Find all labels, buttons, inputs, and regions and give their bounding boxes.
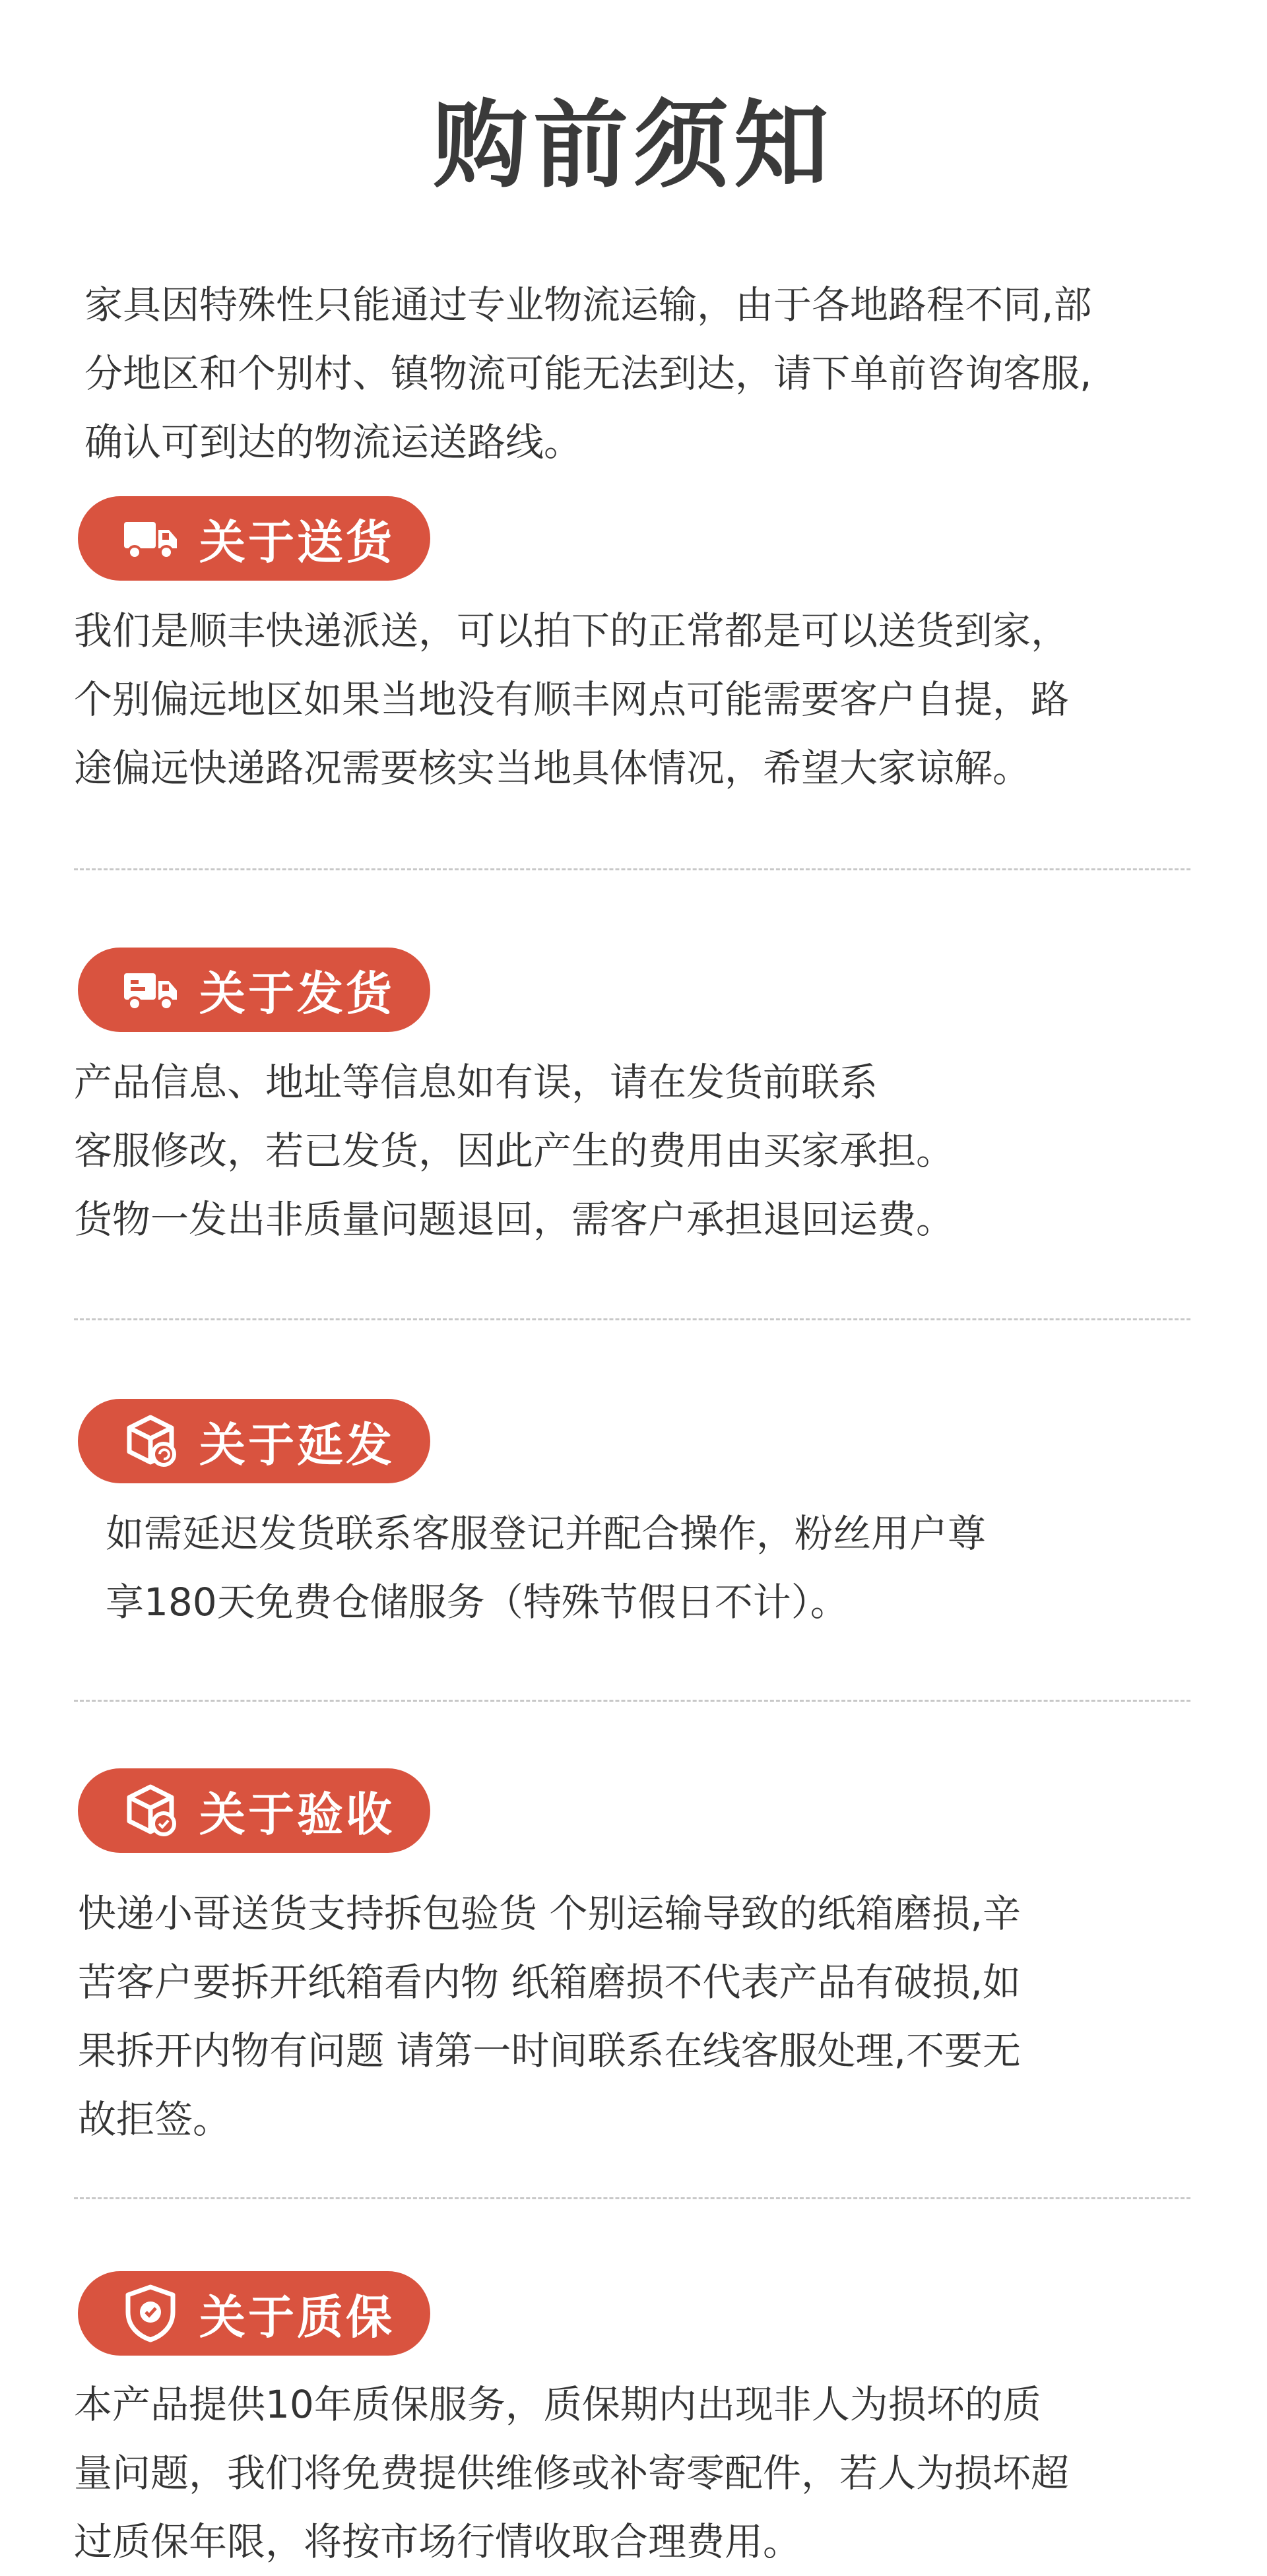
body-line: 货物一发出非质量问题退回，需客户承担退回运费。	[74, 1197, 955, 1242]
section-badge-delay	[78, 1399, 430, 1483]
body-line: 途偏远快递路况需要核实当地具体情况，希望大家谅解。	[74, 746, 1031, 790]
section-label: 关于验收	[199, 1787, 395, 1842]
shield-icon	[120, 2283, 181, 2344]
package-check-icon	[120, 1780, 181, 1841]
shipping-truck-icon	[120, 959, 181, 1020]
body-line: 果拆开内物有问题 请第一时间联系在线客服处理,不要无	[78, 2028, 1021, 2073]
body-line: 量问题，我们将免费提供维修或补寄零配件，若人为损坏超	[74, 2451, 1070, 2496]
section-body-warranty	[74, 2370, 1209, 2576]
section-body-delay	[106, 1499, 1241, 1636]
intro-line: 家具因特殊性只能通过专业物流运输，由于各地路程不同,部	[84, 282, 1092, 327]
delivery-truck-icon	[120, 508, 181, 569]
section-label: 关于送货	[199, 515, 395, 569]
intro-line: 确认可到达的物流运送路线。	[84, 420, 583, 465]
body-line: 客服修改，若已发货，因此产生的费用由买家承担。	[74, 1128, 955, 1173]
page-title: 购前须知	[432, 90, 834, 201]
section-label: 关于发货	[199, 966, 395, 1021]
section-divider	[74, 1318, 1190, 1320]
package-refresh-icon	[120, 1411, 181, 1471]
section-body-inspection	[78, 1879, 1213, 2154]
section-label: 关于延发	[199, 1417, 395, 1472]
body-line: 故拒签。	[78, 2097, 232, 2142]
section-body-delivery	[74, 596, 1209, 802]
section-divider	[74, 1700, 1190, 1702]
section-divider	[74, 2197, 1190, 2199]
intro-text	[84, 271, 1206, 476]
section-divider	[74, 868, 1190, 870]
body-line: 过质保年限，将按市场行情收取合理费用。	[74, 2519, 802, 2564]
body-line: 个别偏远地区如果当地没有顺丰网点可能需要客户自提，路	[74, 677, 1070, 722]
section-body-shipping	[74, 1048, 1209, 1254]
body-line: 产品信息、地址等信息如有误，请在发货前联系	[74, 1060, 878, 1105]
intro-line: 分地区和个别村、镇物流可能无法到达，请下单前咨询客服,	[84, 351, 1092, 396]
body-line: 如需延迟发货联系客服登记并配合操作，粉丝用户尊	[106, 1511, 987, 1556]
section-label: 关于质保	[199, 2290, 395, 2344]
section-badge-delivery	[78, 496, 430, 581]
section-badge-inspection	[78, 1768, 430, 1853]
body-line: 快递小哥送货支持拆包验货 个别运输导致的纸箱磨损,辛	[78, 1891, 1021, 1936]
body-line: 本产品提供10年质保服务，质保期内出现非人为损坏的质	[74, 2382, 1041, 2427]
body-line: 我们是顺丰快递派送，可以拍下的正常都是可以送货到家，	[74, 608, 1070, 653]
section-badge-warranty	[78, 2271, 430, 2356]
section-badge-shipping	[78, 948, 430, 1032]
body-line: 享180天免费仓储服务（特殊节假日不计）。	[106, 1580, 849, 1625]
body-line: 苦客户要拆开纸箱看内物 纸箱磨损不代表产品有破损,如	[78, 1960, 1021, 2005]
